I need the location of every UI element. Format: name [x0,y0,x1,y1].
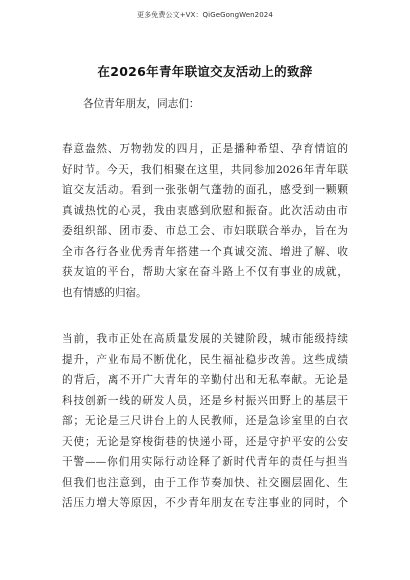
paragraph-line: 科技创新一线的研发人员，还是乡村振兴田野上的基层干 [62,394,348,407]
paragraph-line: 部；无论是三尺讲台上的人民教师，还是急诊室里的白衣 [62,415,348,427]
paragraph-line: 委组织部、团市委、市总工会、市妇联联合举办，旨在为 [62,225,348,237]
document-title: 在2026年青年联谊交友活动上的致辞 [97,64,313,79]
paragraph-line: 真诚热忱的心灵，我由衷感到欣慰和振奋。此次活动由市 [62,204,348,217]
paragraph-1 [62,139,348,303]
greeting-block [62,94,348,115]
paragraph-line: 春意盎然、万物勃发的四月，正是播种希望、孕育情谊的 [62,143,348,155]
paragraph-line: 但我们也注意到，由于工作节奏加快、社交圈层固化、生 [62,476,348,489]
paragraph-line: 天使；无论是穿梭街巷的快递小哥，还是守护平安的公安 [62,435,348,448]
paragraph-line: 也有情感的归宿。 [62,286,147,299]
paragraph-line: 获友谊的平台，帮助大家在奋斗路上不仅有事业的成就， [62,266,348,278]
paragraph-line: 好时节。今天，我们相聚在这里，共同参加2026年青年联 [62,163,348,176]
paragraph-line: 活压力增大等原因，不少青年朋友在专注事业的同时，个 [62,497,348,509]
header-note: 更多免费公文+VX：QiGeGongWen2024 [137,11,273,19]
paragraph-line: 的背后，离不开广大青年的辛勤付出和无私奉献。无论是 [62,374,348,386]
paragraph-2 [62,329,348,514]
paragraph-line: 全市各行各业优秀青年搭建一个真诚交流、增进了解、收 [62,245,348,258]
paragraph-line: 干警——你们用实际行动诠释了新时代青年的责任与担当 [62,456,348,468]
paragraph-line: 当前，我市正处在高质量发展的关键阶段，城市能级持续 [62,333,348,345]
paragraph-line: 谊交友活动。看到一张张朝气蓬勃的面孔，感受到一颗颗 [62,184,348,196]
greeting-line: 各位青年朋友，同志们： [83,98,200,110]
paragraph-line: 提升，产业布局不断优化，民生福祉稳步改善。这些成绩 [62,353,348,366]
